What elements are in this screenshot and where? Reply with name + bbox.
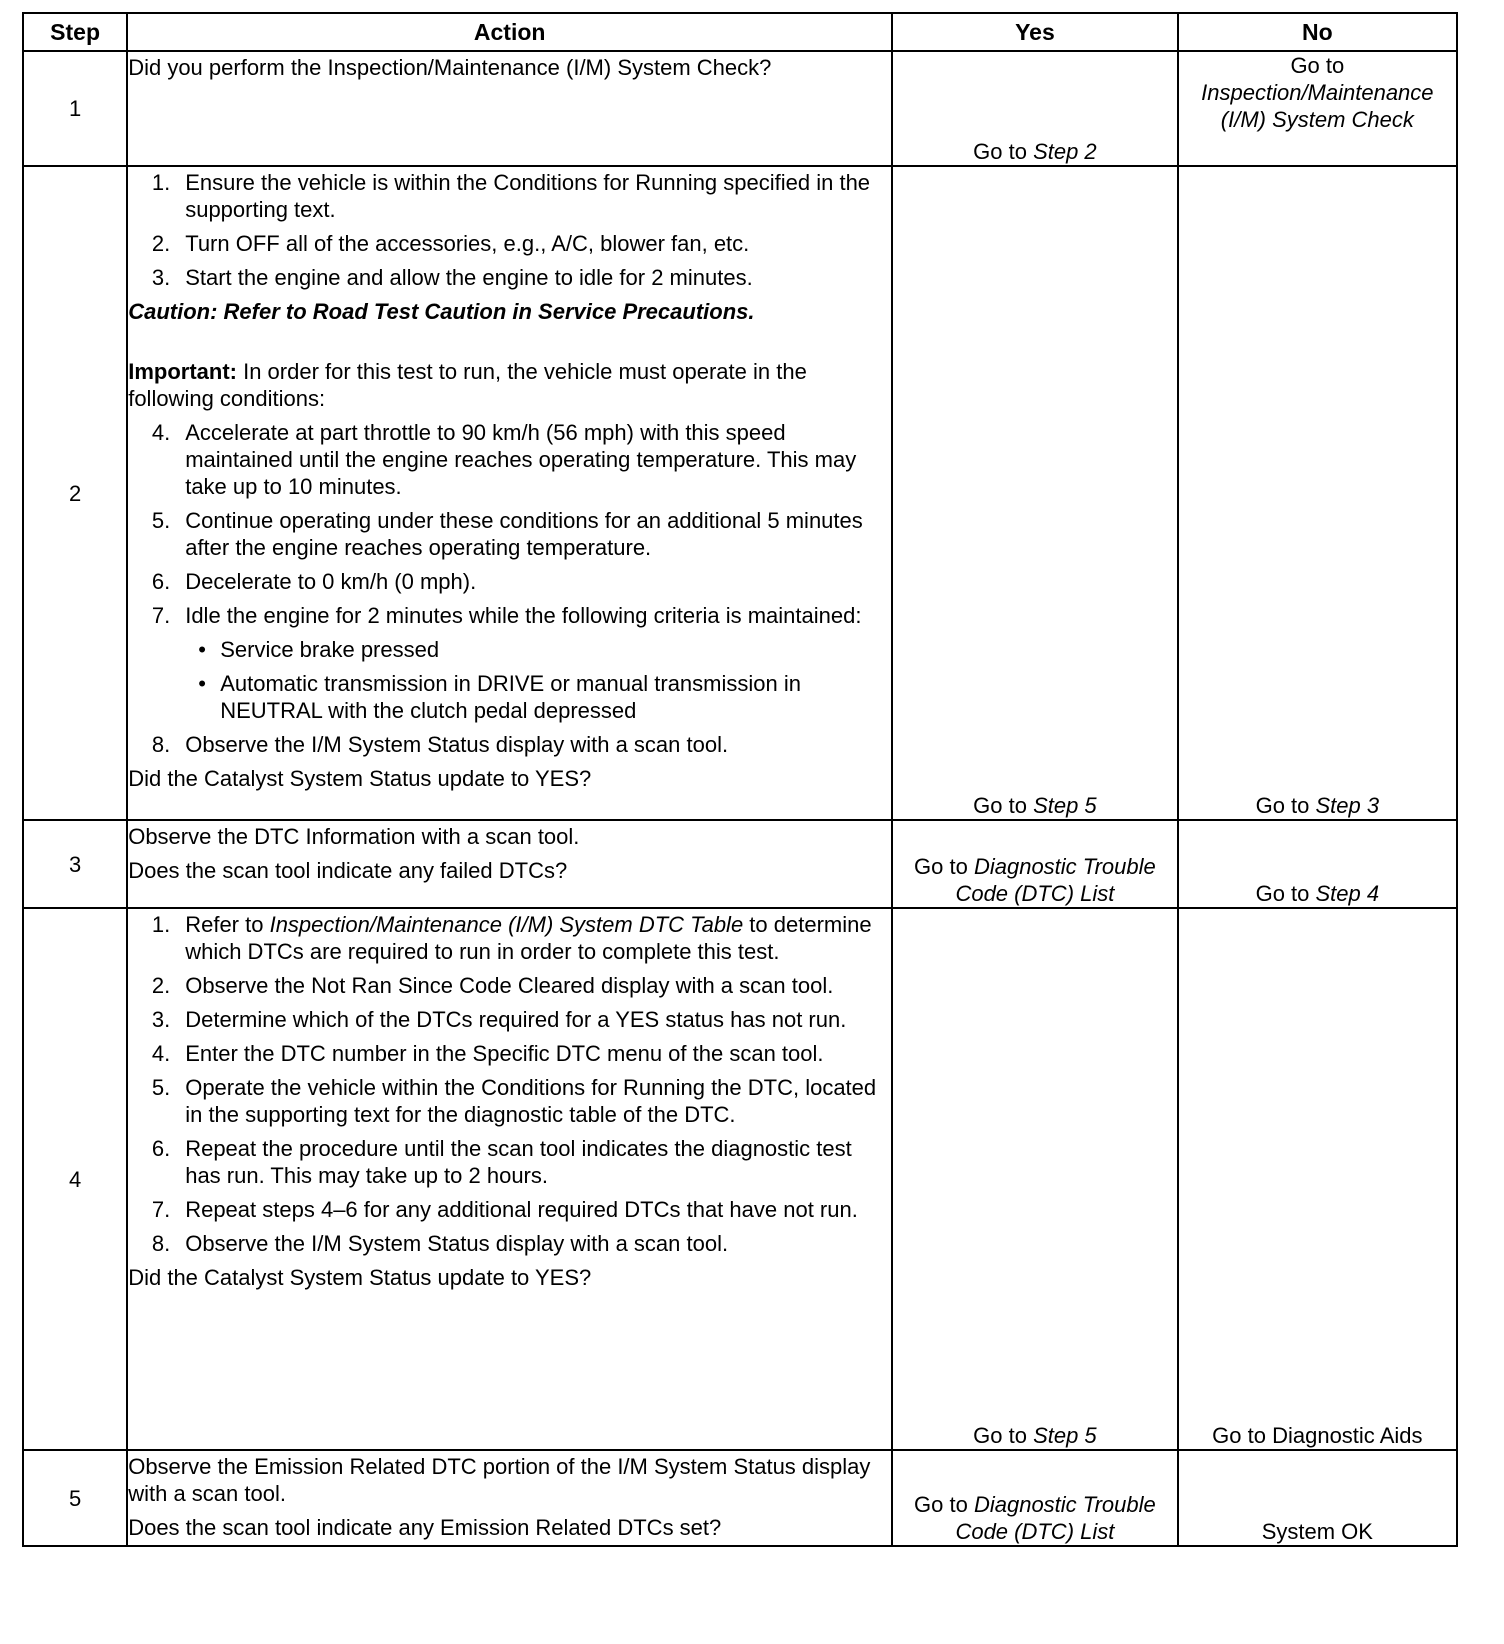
list-item: 4. Accelerate at part throttle to 90 km/h (56 mph) with this speed maintained until the engine reaches operating temperature. This may take up to 10 minutes. [151, 420, 857, 499]
no-text[interactable]: Go to Diagnostic Aids [1212, 1423, 1423, 1448]
no-prefix: Go to [1255, 793, 1316, 818]
table-row [23, 908, 1457, 1450]
list-item: 8. Observe the I/M System Status display with a scan tool. [151, 1231, 729, 1256]
table-row [23, 51, 1457, 166]
list-item: 4. Enter the DTC number in the Specific DTC menu of the scan tool. [151, 1041, 824, 1066]
important-text: In order for this test to run, the vehicle must operate in the following conditions: [128, 359, 807, 411]
bullet-icon: • [198, 671, 206, 696]
no-text: System OK [1261, 1519, 1373, 1544]
bullet-item: • Automatic transmission in DRIVE or manual transmission in NEUTRAL with the clutch pedal depressed [198, 671, 801, 723]
action-cell [127, 1450, 892, 1546]
list-item: 3. Determine which of the DTCs required for a YES status has not run. [151, 1007, 847, 1032]
important-label: Important: [128, 359, 237, 384]
step-number: 4 [23, 908, 127, 1450]
list-item: 6. Repeat the procedure until the scan tool indicates the diagnostic test has run. This may take up to 2 hours. [151, 1136, 852, 1188]
no-cell[interactable] [1178, 908, 1457, 1450]
header-yes: Yes [892, 13, 1178, 51]
table-row [23, 1450, 1457, 1546]
no-prefix: Go to [1255, 881, 1316, 906]
question-text: Did the Catalyst System Status update to YES? [128, 1265, 592, 1290]
yes-cell[interactable] [892, 166, 1178, 820]
list-item: 2. Turn OFF all of the accessories, e.g., A/C, blower fan, etc. [151, 231, 750, 256]
list-item: 2. Observe the Not Ran Since Code Cleared display with a scan tool. [151, 973, 834, 998]
yes-link[interactable]: Diagnostic Trouble Code (DTC) List [955, 854, 1156, 906]
list-item: 5. Operate the vehicle within the Conditions for Running the DTC, located in the supporting text for the diagnostic table of the DTC. [151, 1075, 877, 1127]
table-row [23, 166, 1457, 820]
table-row [23, 820, 1457, 908]
action-cell [127, 166, 892, 820]
yes-prefix: Go to [914, 1492, 974, 1517]
action-text: Did you perform the Inspection/Maintenance (I/M) System Check? [128, 55, 772, 80]
yes-link[interactable]: Step 5 [1033, 793, 1097, 818]
list-item: 7. Repeat steps 4–6 for any additional required DTCs that have not run. [151, 1197, 858, 1222]
list-item: 5. Continue operating under these conditions for an additional 5 minutes after the engine reaches operating temperature. [151, 508, 863, 560]
step-number: 5 [23, 1450, 127, 1546]
yes-prefix: Go to [914, 854, 974, 879]
dtc-table-link[interactable]: Inspection/Maintenance (I/M) System DTC Table [269, 912, 744, 937]
step-number: 1 [23, 51, 127, 166]
action-cell [127, 51, 892, 166]
yes-link[interactable]: Diagnostic Trouble Code (DTC) List [955, 1492, 1156, 1544]
bullet-item: • Service brake pressed [198, 637, 440, 662]
no-cell[interactable] [1178, 51, 1457, 166]
yes-cell[interactable] [892, 820, 1178, 908]
yes-prefix: Go to [973, 1423, 1034, 1448]
header-step: Step [23, 13, 127, 51]
action-text: Observe the Emission Related DTC portion of the I/M System Status display with a scan tool. [128, 1454, 871, 1506]
list-item: 3. Start the engine and allow the engine to idle for 2 minutes. [151, 265, 753, 290]
list-item: 1. Refer to Inspection/Maintenance (I/M) System DTC Table to determine which DTCs are required to run in order to complete this test. [151, 912, 872, 964]
yes-prefix: Go to [973, 139, 1034, 164]
diagnostic-table [22, 12, 1458, 1547]
header-row [23, 13, 1457, 51]
header-action: Action [127, 13, 892, 51]
list-item: 6. Decelerate to 0 km/h (0 mph). [151, 569, 477, 594]
step-number: 3 [23, 820, 127, 908]
yes-cell[interactable] [892, 1450, 1178, 1546]
caution-text: Caution: Refer to Road Test Caution in Service Precautions. [128, 299, 755, 324]
no-link[interactable]: Inspection/Maintenance (I/M) System Check [1201, 80, 1434, 132]
list-item: 8. Observe the I/M System Status display with a scan tool. [151, 732, 729, 757]
no-link[interactable]: Step 4 [1315, 881, 1380, 906]
step-number: 2 [23, 166, 127, 820]
header-no: No [1178, 13, 1457, 51]
action-text: Observe the DTC Information with a scan tool. [128, 824, 580, 849]
yes-cell[interactable] [892, 51, 1178, 166]
bullet-icon: • [198, 637, 206, 662]
list-item: 7. Idle the engine for 2 minutes while the following criteria is maintained: [151, 603, 862, 628]
yes-cell[interactable] [892, 908, 1178, 1450]
no-link[interactable]: Step 3 [1315, 793, 1380, 818]
no-cell[interactable] [1178, 820, 1457, 908]
no-cell[interactable] [1178, 166, 1457, 820]
question-text: Did the Catalyst System Status update to YES? [128, 766, 592, 791]
question-text: Does the scan tool indicate any Emission Related DTCs set? [128, 1515, 722, 1540]
question-text: Does the scan tool indicate any failed DTCs? [128, 858, 568, 883]
important-note [128, 358, 891, 412]
action-cell [127, 820, 892, 908]
yes-link[interactable]: Step 2 [1033, 139, 1097, 164]
no-cell [1178, 1450, 1457, 1546]
no-prefix: Go to [1290, 53, 1345, 78]
yes-prefix: Go to [973, 793, 1034, 818]
action-cell [127, 908, 892, 1450]
yes-link[interactable]: Step 5 [1033, 1423, 1097, 1448]
list-item: 1. Ensure the vehicle is within the Conditions for Running specified in the supporting text. [151, 170, 871, 222]
